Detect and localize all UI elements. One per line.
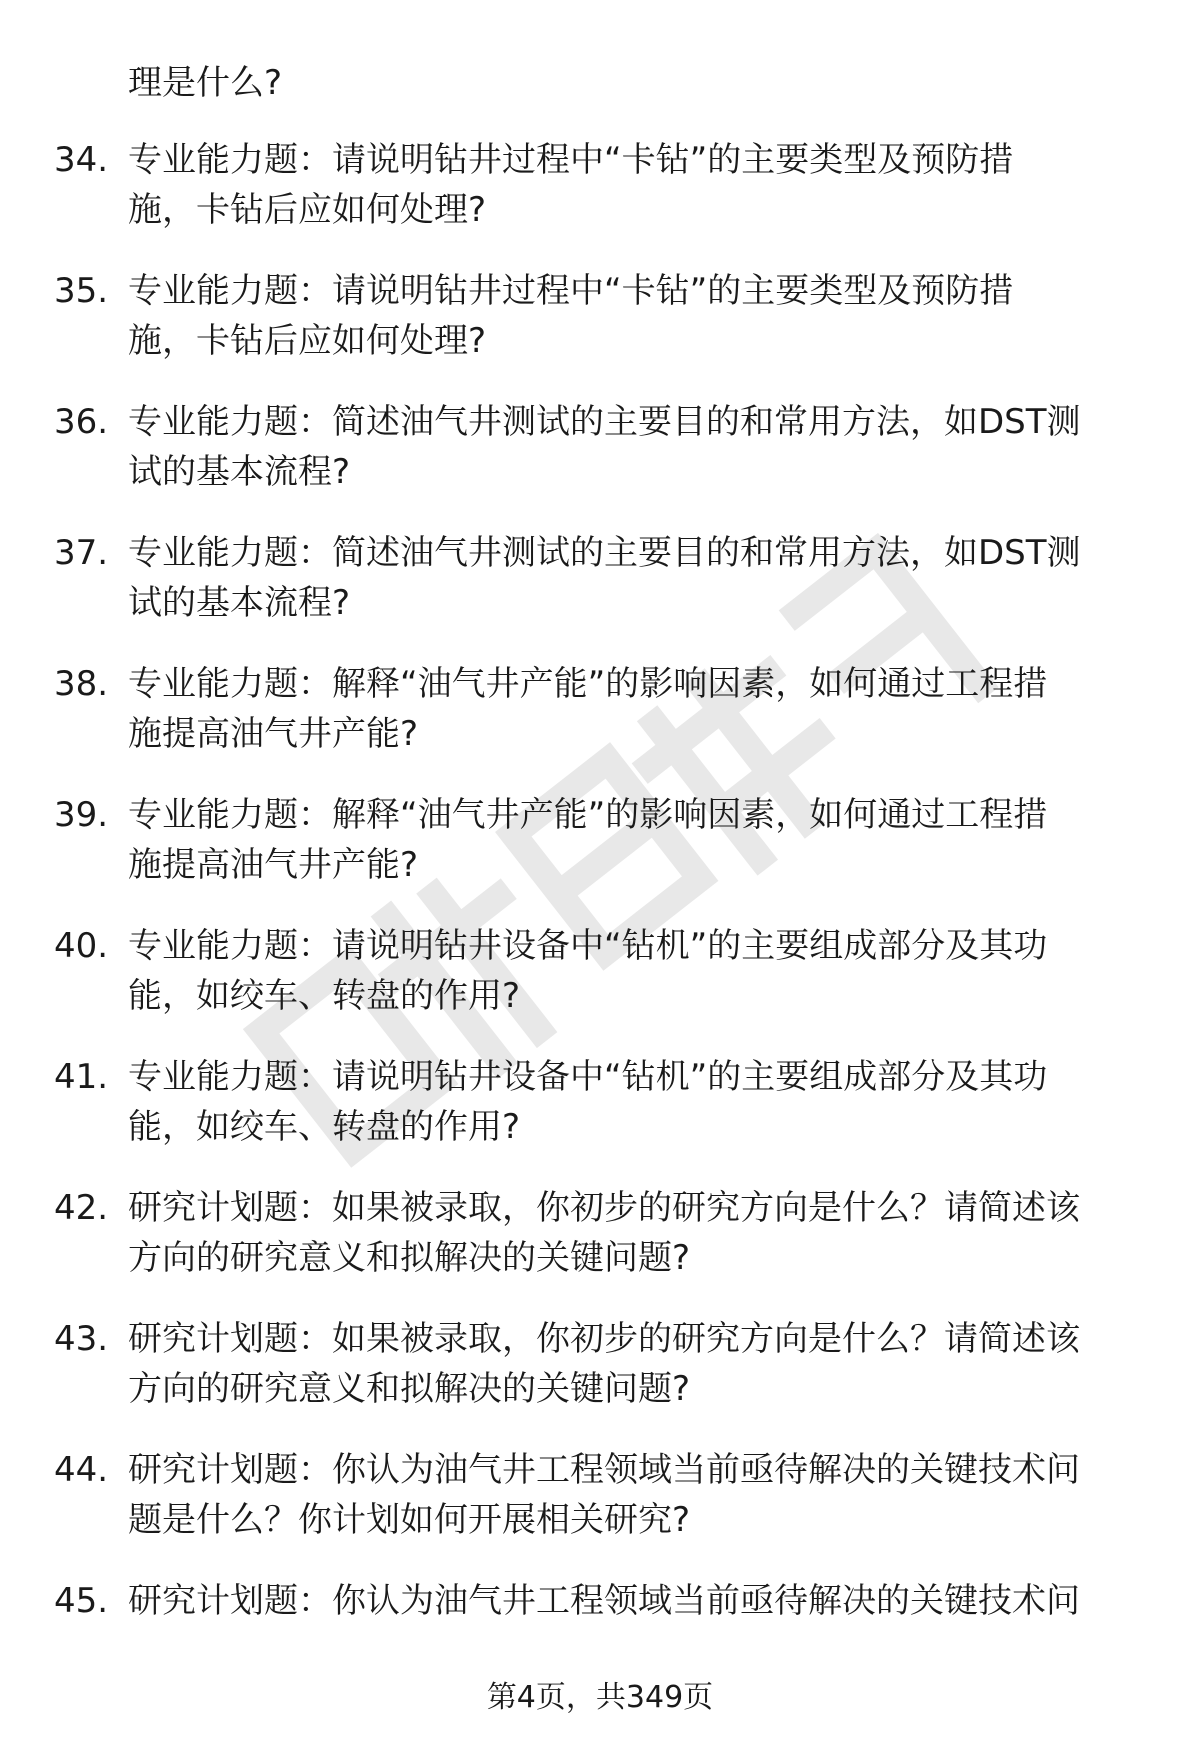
question-item: [0, 528, 1200, 659]
page-footer: 第4页，共349页: [486, 1680, 714, 1715]
question-text-line: 专业能力题：解释“油气井产能”的影响因素，如何通过工程措: [128, 795, 1048, 835]
question-number: 37.: [54, 533, 109, 573]
question-text-line: 专业能力题：解释“油气井产能”的影响因素，如何通过工程措: [128, 664, 1048, 704]
question-text-line: 研究计划题：如果被录取，你初步的研究方向是什么？请简述该: [128, 1319, 1080, 1359]
question-text-line: 施提高油气井产能?: [128, 845, 419, 885]
question-item: [0, 397, 1200, 528]
question-number: 36.: [54, 402, 109, 442]
question-text-line: 专业能力题：简述油气井测试的主要目的和常用方法，如DST测: [128, 533, 1081, 573]
question-number: 41.: [54, 1057, 109, 1097]
question-text-line: 研究计划题：你认为油气井工程领域当前亟待解决的关键技术问: [128, 1581, 1080, 1621]
question-number: 40.: [54, 926, 109, 966]
question-text-line: 方向的研究意义和拟解决的关键问题?: [128, 1238, 691, 1278]
question-number: 44.: [54, 1450, 109, 1490]
question-item: [0, 921, 1200, 1052]
question-item: [0, 659, 1200, 790]
question-item: [0, 135, 1200, 266]
question-item: [0, 1314, 1200, 1445]
question-item: [0, 1445, 1200, 1576]
question-number: 42.: [54, 1188, 109, 1228]
question-text-line: 专业能力题：请说明钻井设备中“钻机”的主要组成部分及其功: [128, 1057, 1048, 1097]
question-number: 35.: [54, 271, 109, 311]
question-text-line: 施提高油气井产能?: [128, 714, 419, 754]
question-item: [0, 266, 1200, 397]
question-text-line: 施，卡钻后应如何处理?: [128, 321, 487, 361]
question-text-line: 施，卡钻后应如何处理?: [128, 190, 487, 230]
continued-question-text: 理是什么?: [128, 63, 283, 103]
question-text-line: 试的基本流程?: [128, 452, 351, 492]
question-text-line: 专业能力题：简述油气井测试的主要目的和常用方法，如DST测: [128, 402, 1081, 442]
question-text-line: 专业能力题：请说明钻井设备中“钻机”的主要组成部分及其功: [128, 926, 1048, 966]
question-text-line: 研究计划题：你认为油气井工程领域当前亟待解决的关键技术问: [128, 1450, 1080, 1490]
question-text-line: 专业能力题：请说明钻井过程中“卡钻”的主要类型及预防措: [128, 271, 1014, 311]
question-text-line: 题是什么？你计划如何开展相关研究?: [128, 1500, 691, 1540]
question-text-line: 试的基本流程?: [128, 583, 351, 623]
question-number: 39.: [54, 795, 109, 835]
question-number: 45.: [54, 1581, 109, 1621]
question-item: [0, 1183, 1200, 1314]
question-number: 43.: [54, 1319, 109, 1359]
question-text-line: 研究计划题：如果被录取，你初步的研究方向是什么？请简述该: [128, 1188, 1080, 1228]
question-item: [0, 1052, 1200, 1183]
question-list: [0, 135, 1200, 1707]
question-number: 34.: [54, 140, 109, 180]
question-text-line: 能，如绞车、转盘的作用?: [128, 976, 521, 1016]
question-text-line: 专业能力题：请说明钻井过程中“卡钻”的主要类型及预防措: [128, 140, 1014, 180]
question-text-line: 能，如绞车、转盘的作用?: [128, 1107, 521, 1147]
question-text-line: 方向的研究意义和拟解决的关键问题?: [128, 1369, 691, 1409]
question-item: [0, 790, 1200, 921]
question-number: 38.: [54, 664, 109, 704]
